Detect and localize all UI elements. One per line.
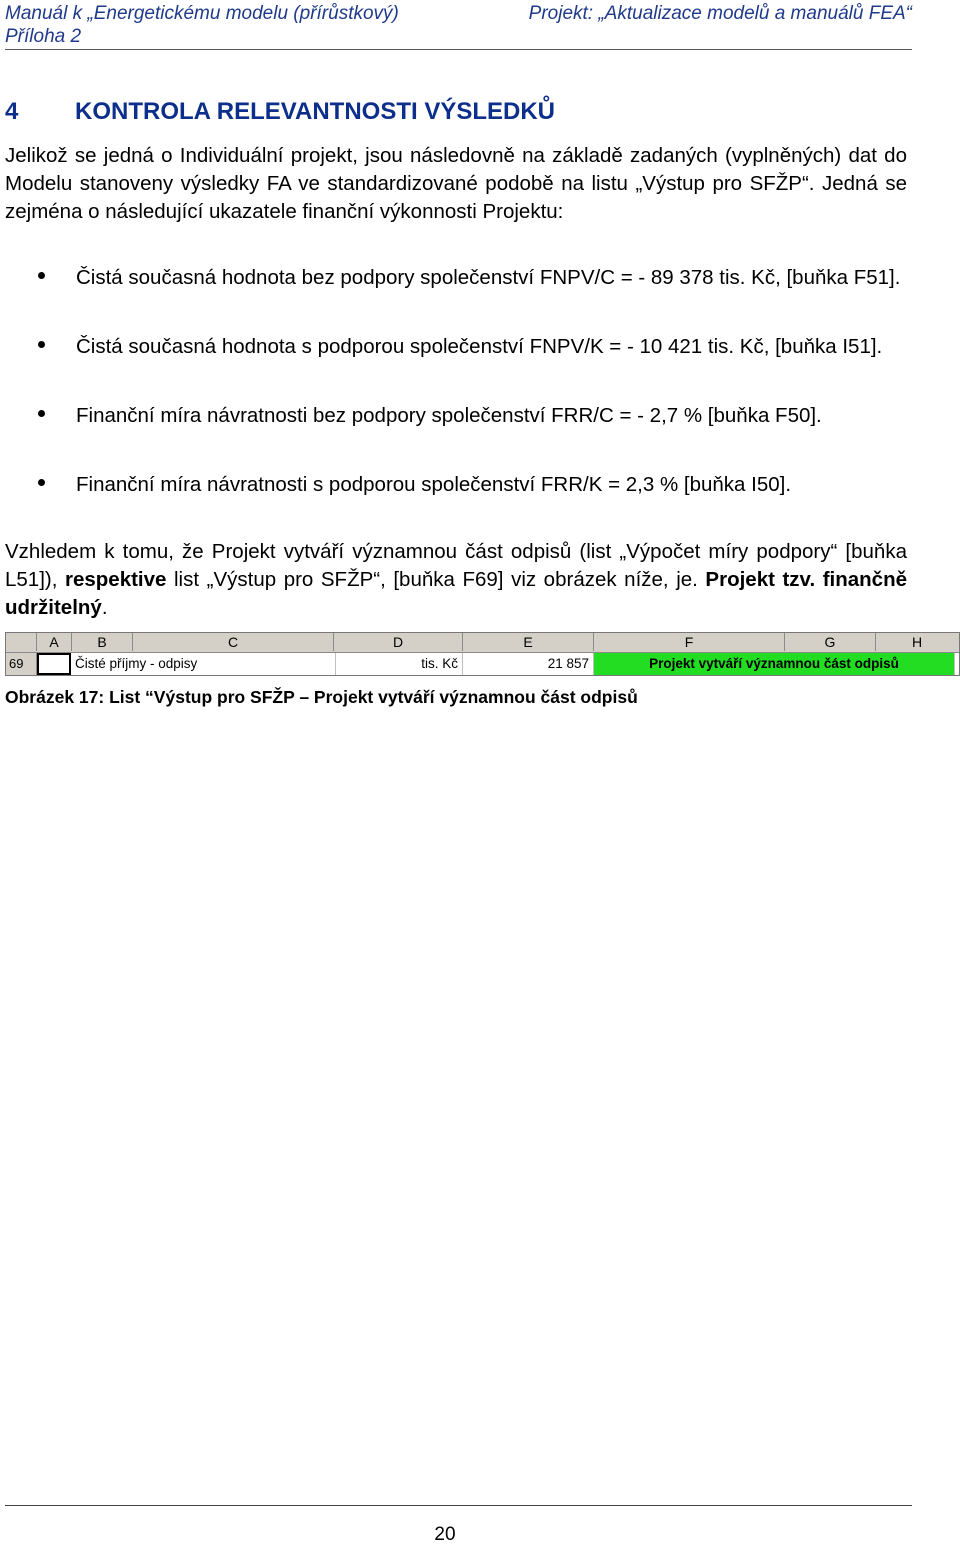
conclusion-text: Vzhledem k tomu, že Projekt vytváří významnou část odpisů (list „Výpočet míry podpory“ [buňka L51]),	[5, 540, 907, 591]
header-manual-title: Manuál k „Energetickému modelu (přírůstkový)	[5, 3, 399, 24]
conclusion-result: Projekt tzv. finančně udržitelný	[5, 568, 907, 619]
figure-caption: Obrázek 17: List “Výstup pro SFŽP – Projekt vytváří významnou část odpisů	[5, 687, 638, 707]
bullet-item: Finanční míra návratnosti bez podpory společenství FRR/C = - 2,7 % [buňka F50].	[76, 404, 822, 427]
column-header: B	[72, 633, 133, 651]
header-project-title: Projekt: „Aktualizace modelů a manuálů FEA“	[528, 3, 912, 24]
result-cell: Projekt vytváří významnou část odpisů	[594, 653, 955, 675]
conclusion-text: .	[101, 596, 108, 619]
bullet-dot	[38, 410, 45, 417]
bullet-dot	[38, 479, 45, 486]
section-heading	[5, 98, 555, 126]
spreadsheet-row	[6, 652, 959, 675]
page-number: 20	[434, 1524, 456, 1545]
column-header: C	[133, 633, 334, 651]
column-header: F	[594, 633, 785, 651]
bullet-dot	[38, 272, 45, 279]
unit-cell: tis. Kč	[334, 653, 463, 675]
selected-cell	[37, 653, 71, 675]
section-number: 4	[5, 98, 19, 125]
conclusion-emphasis: respektive	[65, 568, 167, 591]
conclusion-text: list „Výstup pro SFŽP“, [buňka F69] viz obrázek níže, je.	[166, 568, 706, 591]
bullet-item: Čistá současná hodnota s podporou společenství FNPV/K = - 10 421 tis. Kč, [buňka I51].	[76, 335, 883, 358]
column-header: H	[911, 634, 923, 650]
row-label: Čisté příjmy - odpisy	[72, 653, 336, 675]
column-header: A	[37, 633, 72, 651]
bullet-item: Finanční míra návratnosti s podporou společenství FRR/K = 2,3 % [buňka I50].	[76, 473, 792, 496]
spreadsheet-excerpt	[5, 632, 960, 676]
bullet-item: Čistá současná hodnota bez podpory společenství FNPV/C = - 89 378 tis. Kč, [buňka F51].	[76, 266, 901, 289]
value-cell: 21 857	[463, 653, 594, 675]
row-number: 69	[6, 653, 37, 675]
column-header: G	[785, 633, 876, 651]
bullet-dot	[38, 341, 45, 348]
header-divider	[5, 49, 912, 50]
corner-cell	[6, 633, 37, 651]
column-header: D	[334, 633, 463, 651]
header-appendix: Příloha 2	[5, 26, 82, 47]
intro-paragraph: Jelikož se jedná o Individuální projekt, jsou následovně na základě zadaných (vyplněných) dat do Modelu stanoveny výsledky FA ve standardizované podobě na listu „Výstup pro SFŽP“. Jedná se zejména o následující ukazatele finanční výkonnosti Projektu:	[5, 144, 907, 223]
conclusion-paragraph	[5, 538, 907, 622]
section-title: KONTROLA RELEVANTNOSTI VÝSLEDKŮ	[75, 98, 556, 125]
footer-divider	[5, 1505, 912, 1506]
column-header: E	[463, 633, 594, 651]
page-header	[5, 2, 912, 48]
